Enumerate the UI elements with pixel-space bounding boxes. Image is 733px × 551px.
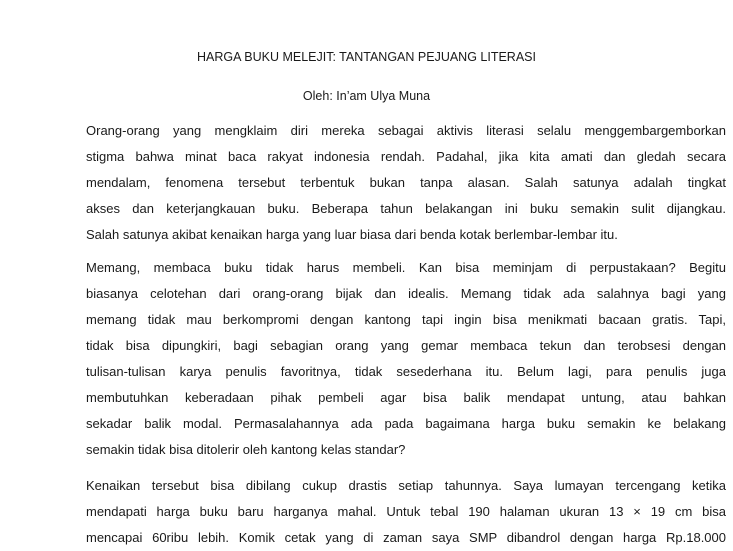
text-line: Orang-orang yang mengklaim diri mereka sebagai aktivis literasi selalu menggembargemborkan [86, 123, 726, 138]
text-line: memang tidak mau berkompromi dengan kantong tapi ingin bisa menikmati bacaan gratis. Tapi, [86, 312, 726, 327]
text-line: mencapai 60ribu lebih. Komik cetak yang di zaman saya SMP dibandrol dengan harga Rp.18.000 [86, 530, 726, 545]
text-line: biasanya celotehan dari orang-orang bijak dan idealis. Memang tidak ada salahnya bagi yang [86, 286, 726, 301]
text-line: stigma bahwa minat baca rakyat indonesia rendah. Padahal, jika kita amati dan gledah secara [86, 149, 726, 164]
text-line: Salah satunya akibat kenaikan harga yang luar biasa dari benda kotak berlembar-lembar itu. [86, 227, 618, 242]
text-line: mendalam, fenomena tersebut terbentuk bukan tanpa alasan. Salah satunya adalah tingkat [86, 175, 726, 190]
paragraph-3 [86, 473, 726, 551]
text-line: semakin tidak bisa ditolerir oleh kantong kelas standar? [86, 442, 406, 457]
paragraph-1 [86, 118, 726, 248]
text-line: Memang, membaca buku tidak harus membeli. Kan bisa meminjam di perpustakaan? Begitu [86, 260, 726, 275]
document-title: HARGA BUKU MELEJIT: TANTANGAN PEJUANG LITERASI [197, 50, 536, 64]
text-line: akses dan keterjangkauan buku. Beberapa tahun belakangan ini buku semakin sulit dijangkau. [86, 201, 726, 216]
text-line: tulisan-tulisan karya penulis favoritnya, tidak sesederhana itu. Belum lagi, para penulis juga [86, 364, 726, 379]
text-line: membutuhkan keberadaan pihak pembeli agar bisa balik mendapat untung, atau bahkan [86, 390, 726, 405]
text-line: sekadar balik modal. Permasalahannya ada pada bagaimana harga buku semakin ke belakang [86, 416, 726, 431]
text-line: tidak bisa dipungkiri, bagi sebagian orang yang gemar membaca tekun dan terobsesi dengan [86, 338, 726, 353]
text-line: Kenaikan tersebut bisa dibilang cukup drastis setiap tahunnya. Saya lumayan tercengang ketika [86, 478, 726, 493]
paragraph-2 [86, 255, 726, 463]
document-author: Oleh: In’am Ulya Muna [302, 89, 431, 103]
text-line: mendapati harga buku baru harganya mahal. Untuk tebal 190 halaman ukuran 13 × 19 cm bisa [86, 504, 726, 519]
